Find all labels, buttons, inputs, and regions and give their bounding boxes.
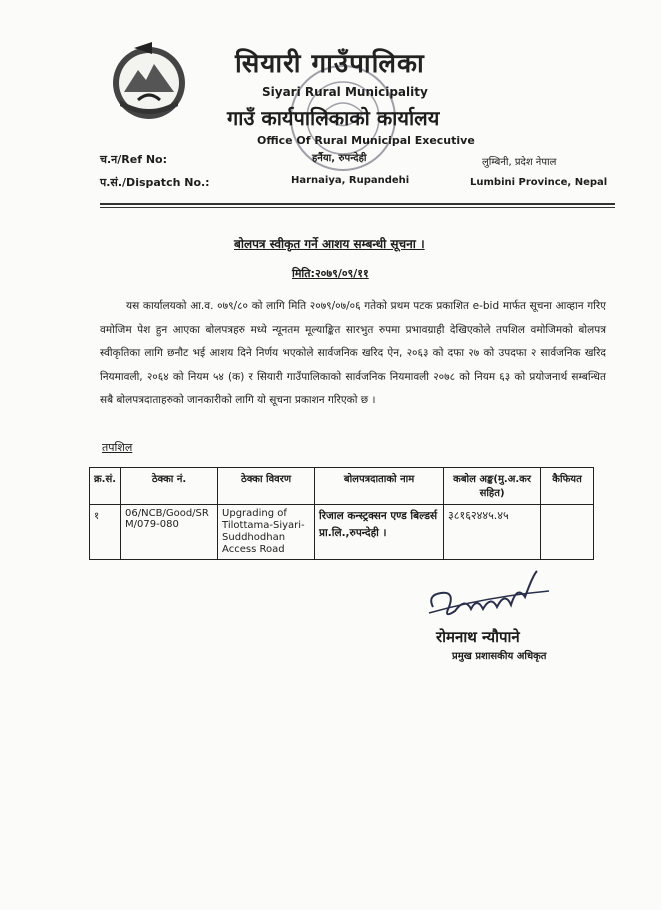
details-heading: तपशिल <box>102 441 133 454</box>
header-contract-no: ठेक्का नं. <box>121 468 218 505</box>
place-nepali: हर्नैया, रुपन्देही <box>312 153 367 164</box>
cell-bidder: रिजाल कन्स्ट्रक्सन एण्ड बिल्डर्स प्रा.लि.,रुपन्देही । <box>315 505 444 560</box>
notice-subject: बोलपत्र स्वीकृत गर्ने आशय सम्बन्धी सूचना । <box>234 237 425 251</box>
municipality-emblem-icon <box>108 40 190 122</box>
table-row <box>90 505 594 560</box>
cell-sn: १ <box>90 505 121 560</box>
notice-date: मिति:२०७९/०९/११ <box>292 267 369 280</box>
cell-remarks <box>541 505 594 560</box>
header-bidder: बोलपत्रदाताको नाम <box>315 468 444 505</box>
contract-table <box>89 467 594 560</box>
signatory-title: प्रमुख प्रशासकीय अधिकृत <box>452 651 547 662</box>
header-amount: कबोल अङ्क(मु.अ.कर सहित) <box>444 468 541 505</box>
province-english: Lumbini Province, Nepal <box>470 177 608 188</box>
header-divider-thin <box>100 207 615 208</box>
ref-no-label: च.न/Ref No: <box>100 153 167 166</box>
notice-paragraph-text: यस कार्यालयको आ.व. ०७९/८० को लागि मिति २०७९/०७/०६ गतेको प्रथम पटक प्रकाशित e-bid मार्फत सूचना आव्हान गरिए वमोजिम पेश हुन आएका बोलपत्रहरु मध्ये न्यूनतम मूल्याङ्कित सारभुत रुपमा प्रभावग्राही देखिएकोले तपशिल वमोजिमको बोलपत्र स्वीकृतिका लागि छनौट भई आशय दिने निर्णय भएकोले सार्वजनिक खरिद ऐन, २०६३ को दफा २७ को उपदफा २ सार्वजनिक खरिद नियमावली, २०६४ को नियम ५४ (क) र सियारी गाउँपालिकाको सार्वजनिक नियमावली २०७८ को नियम ६३ को प्रयोजनार्थ सम्बन्धित सबै बोलपत्रदाताहरुको जानकारीको लागि यो सूचना प्रकाशन गरिएको छ । <box>100 300 606 407</box>
cell-description: Upgrading of Tilottama-Siyari-Suddhodhan Access Road <box>218 505 315 560</box>
header-divider-thick <box>100 203 615 205</box>
dispatch-no-label: प.सं./Dispatch No.: <box>100 176 210 189</box>
header-remarks: कैफियत <box>541 468 594 505</box>
header-sn: क्र.सं. <box>90 468 121 505</box>
header-description: ठेक्का विवरण <box>218 468 315 505</box>
cell-amount: ३८१६२४४५.४५ <box>444 505 541 560</box>
municipality-title-nepali: सियारी गाउँपालिका <box>235 49 425 79</box>
table-header-row <box>90 468 594 505</box>
office-title-nepali: गाउँ कार्यपालिकाको कार्यालय <box>227 106 440 130</box>
cell-contract-no: 06/NCB/Good/SRM/079-080 <box>121 505 218 560</box>
office-title-english: Office Of Rural Municipal Executive <box>257 134 475 147</box>
province-nepali: लुम्बिनी, प्रदेश नेपाल <box>482 157 557 168</box>
signature-icon <box>425 567 555 627</box>
municipality-title-english: Siyari Rural Municipality <box>262 85 428 99</box>
place-english: Harnaiya, Rupandehi <box>291 175 410 186</box>
signatory-name: रोमनाथ न्यौपाने <box>436 628 520 646</box>
notice-paragraph <box>100 295 606 413</box>
